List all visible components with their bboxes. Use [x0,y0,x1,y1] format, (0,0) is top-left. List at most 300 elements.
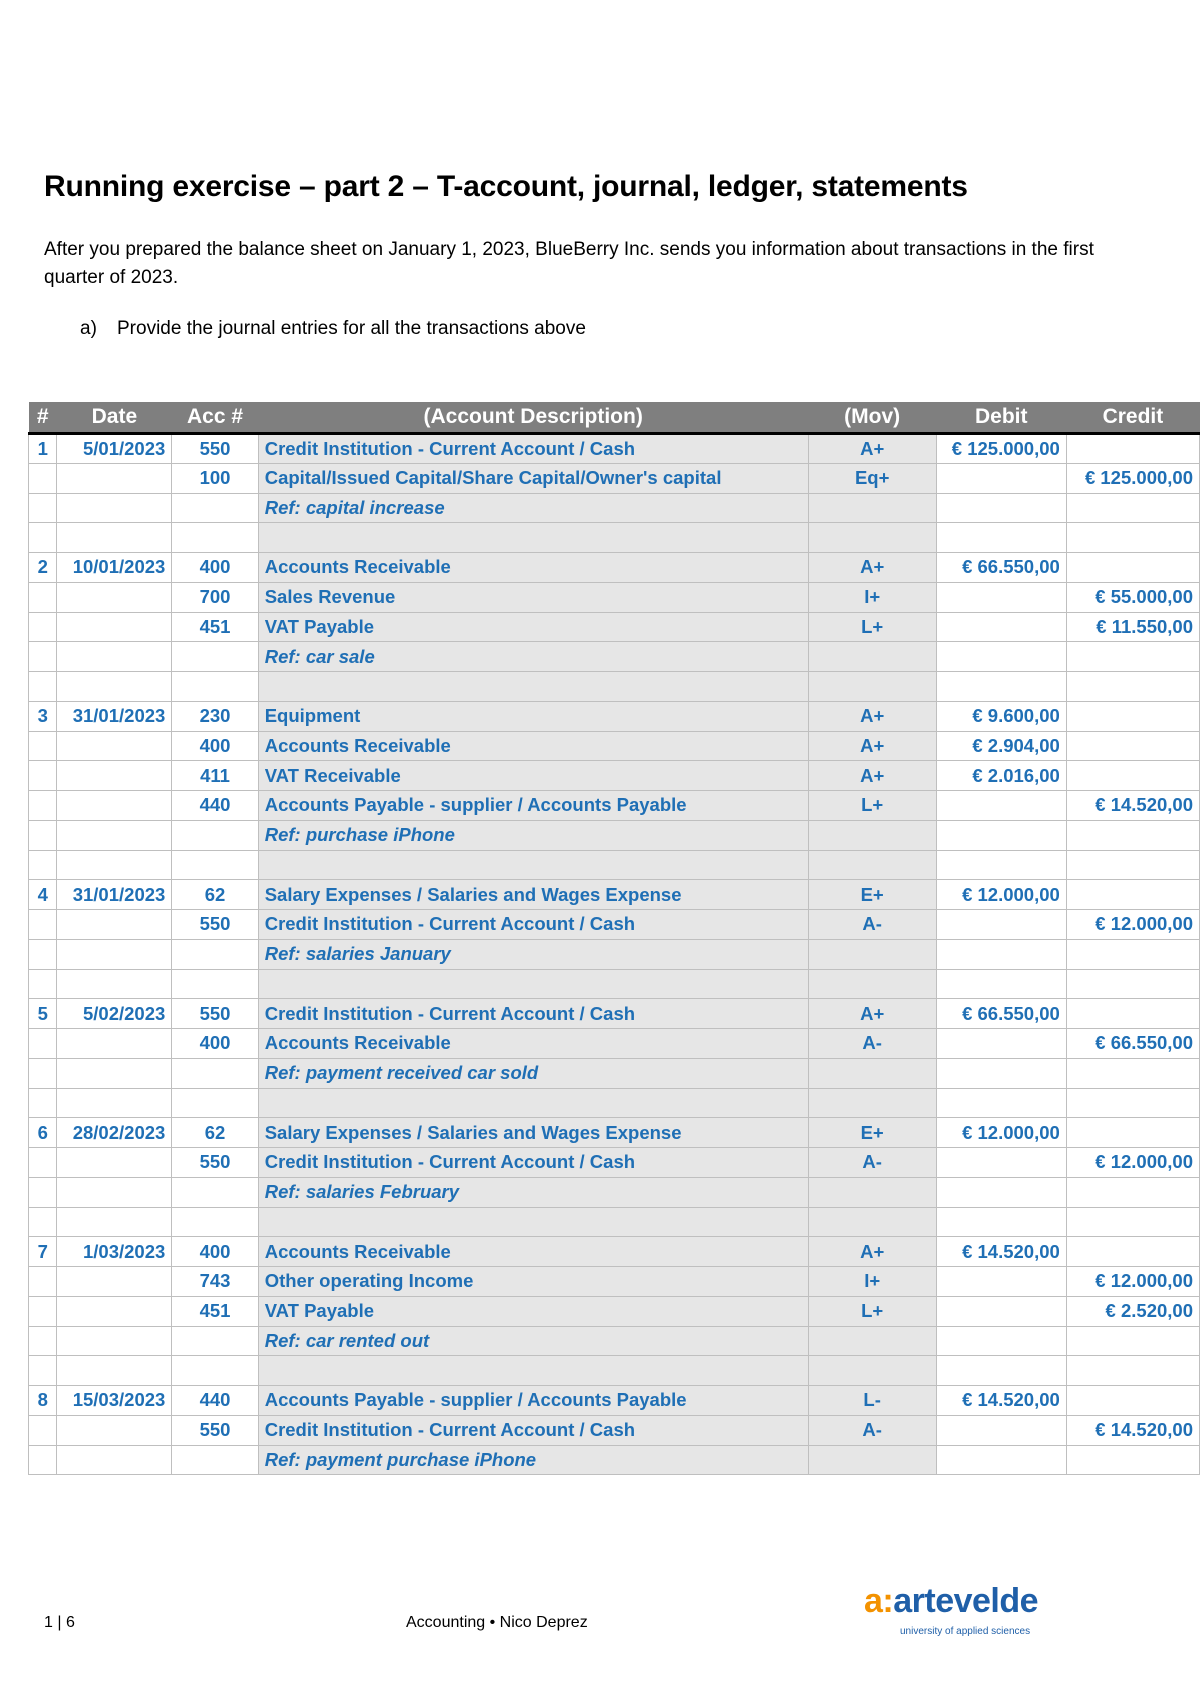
cell-debit [936,523,1066,553]
cell-acc [172,1445,258,1475]
cell-num: 7 [29,1237,57,1267]
cell-mov [808,1326,936,1356]
cell-credit [1066,731,1199,761]
cell-debit [936,1296,1066,1326]
cell-credit [1066,999,1199,1029]
header-date: Date [57,402,172,434]
cell-num [29,463,57,493]
cell-num [29,612,57,642]
cell-num [29,1267,57,1297]
cell-mov: A- [808,1029,936,1059]
cell-credit [1066,701,1199,731]
cell-num [29,731,57,761]
table-row [29,672,1200,702]
cell-desc: Credit Institution - Current Account / Cash [258,434,808,464]
cell-debit [936,1029,1066,1059]
cell-debit [936,1326,1066,1356]
cell-mov: A- [808,1148,936,1178]
journal-body [29,434,1200,1475]
cell-acc: 743 [172,1267,258,1297]
header-desc: (Account Description) [258,402,808,434]
cell-num [29,1415,57,1445]
table-row [29,1118,1200,1148]
cell-mov: A- [808,1415,936,1445]
table-row [29,880,1200,910]
cell-desc: Ref: payment purchase iPhone [258,1445,808,1475]
artevelde-logo [860,1570,1039,1660]
cell-debit: € 14.520,00 [936,1386,1066,1416]
cell-acc: 550 [172,910,258,940]
cell-debit: € 2.016,00 [936,761,1066,791]
cell-num [29,1326,57,1356]
cell-desc: Accounts Payable - supplier / Accounts Payable [258,1386,808,1416]
cell-desc: Salary Expenses / Salaries and Wages Expense [258,1118,808,1148]
cell-date [57,1088,172,1118]
cell-date [57,672,172,702]
table-row [29,1058,1200,1088]
cell-credit [1066,761,1199,791]
cell-num: 2 [29,553,57,583]
cell-debit: € 2.904,00 [936,731,1066,761]
cell-desc: Ref: car sale [258,642,808,672]
cell-acc: 550 [172,1415,258,1445]
cell-acc: 550 [172,434,258,464]
cell-date [57,731,172,761]
cell-date: 31/01/2023 [57,880,172,910]
cell-acc [172,1326,258,1356]
table-row [29,701,1200,731]
journal-table [28,402,1200,1475]
cell-date [57,493,172,523]
table-row [29,969,1200,999]
cell-credit [1066,523,1199,553]
cell-acc: 400 [172,731,258,761]
cell-credit [1066,969,1199,999]
cell-mov: I+ [808,1267,936,1297]
cell-num: 8 [29,1386,57,1416]
table-row [29,1356,1200,1386]
cell-desc: Ref: payment received car sold [258,1058,808,1088]
cell-mov: E+ [808,880,936,910]
cell-num [29,1445,57,1475]
cell-desc: Salary Expenses / Salaries and Wages Expense [258,880,808,910]
table-row [29,493,1200,523]
cell-desc [258,672,808,702]
cell-num: 5 [29,999,57,1029]
cell-num [29,493,57,523]
cell-acc: 400 [172,553,258,583]
table-row [29,1029,1200,1059]
table-row [29,939,1200,969]
cell-acc: 550 [172,1148,258,1178]
table-row [29,642,1200,672]
table-row [29,1088,1200,1118]
task-item [80,318,586,340]
cell-acc: 411 [172,761,258,791]
logo-mark: a: [864,1582,894,1620]
cell-desc: Ref: salaries January [258,939,808,969]
cell-desc [258,523,808,553]
cell-debit [936,1058,1066,1088]
cell-mov: E+ [808,1118,936,1148]
cell-mov: L- [808,1386,936,1416]
cell-mov [808,1177,936,1207]
table-row [29,999,1200,1029]
cell-mov: A+ [808,553,936,583]
cell-desc [258,969,808,999]
cell-credit: € 12.000,00 [1066,910,1199,940]
cell-desc: Credit Institution - Current Account / Cash [258,1415,808,1445]
cell-date [57,1445,172,1475]
cell-mov: A- [808,910,936,940]
logo-wordmark [864,1582,1038,1621]
cell-credit [1066,1207,1199,1237]
cell-date [57,761,172,791]
cell-mov [808,850,936,880]
cell-desc: Accounts Receivable [258,553,808,583]
cell-debit [936,969,1066,999]
cell-mov [808,939,936,969]
table-row [29,910,1200,940]
cell-mov: I+ [808,582,936,612]
table-row [29,820,1200,850]
cell-desc: Sales Revenue [258,582,808,612]
cell-credit [1066,939,1199,969]
cell-acc [172,493,258,523]
cell-debit [936,612,1066,642]
table-row [29,761,1200,791]
cell-desc [258,1356,808,1386]
table-row [29,582,1200,612]
cell-desc: Capital/Issued Capital/Share Capital/Owner's capital [258,463,808,493]
cell-num [29,1088,57,1118]
cell-mov: L+ [808,791,936,821]
cell-acc [172,672,258,702]
cell-credit: € 55.000,00 [1066,582,1199,612]
cell-desc: VAT Payable [258,1296,808,1326]
cell-date [57,1058,172,1088]
cell-credit [1066,1326,1199,1356]
cell-date [57,1267,172,1297]
cell-debit [936,910,1066,940]
cell-num [29,761,57,791]
cell-desc: Credit Institution - Current Account / Cash [258,999,808,1029]
cell-date [57,582,172,612]
cell-num: 6 [29,1118,57,1148]
cell-mov: A+ [808,434,936,464]
cell-debit [936,791,1066,821]
cell-mov [808,969,936,999]
cell-num: 1 [29,434,57,464]
cell-debit [936,850,1066,880]
table-row [29,463,1200,493]
cell-num [29,969,57,999]
table-row [29,523,1200,553]
cell-mov: A+ [808,761,936,791]
table-row [29,553,1200,583]
table-row [29,434,1200,464]
cell-date [57,1207,172,1237]
header-credit: Credit [1066,402,1199,434]
cell-num [29,791,57,821]
table-row [29,1415,1200,1445]
cell-acc [172,1058,258,1088]
cell-date: 15/03/2023 [57,1386,172,1416]
cell-desc: Credit Institution - Current Account / Cash [258,910,808,940]
cell-debit: € 66.550,00 [936,553,1066,583]
cell-credit [1066,1445,1199,1475]
cell-credit: € 14.520,00 [1066,791,1199,821]
cell-num [29,672,57,702]
cell-num [29,1029,57,1059]
cell-acc [172,1088,258,1118]
cell-debit [936,1148,1066,1178]
task-label: a) [80,318,97,339]
cell-desc: Accounts Receivable [258,731,808,761]
cell-date [57,969,172,999]
cell-date [57,1296,172,1326]
header-num: # [29,402,57,434]
cell-debit [936,1356,1066,1386]
cell-mov [808,672,936,702]
cell-credit: € 12.000,00 [1066,1267,1199,1297]
cell-mov [808,493,936,523]
cell-credit [1066,1237,1199,1267]
cell-acc: 440 [172,791,258,821]
cell-credit: € 11.550,00 [1066,612,1199,642]
cell-credit: € 12.000,00 [1066,1148,1199,1178]
cell-date [57,612,172,642]
cell-acc: 550 [172,999,258,1029]
table-row [29,1386,1200,1416]
cell-debit: € 14.520,00 [936,1237,1066,1267]
cell-credit [1066,1088,1199,1118]
cell-desc: VAT Payable [258,612,808,642]
table-row [29,1207,1200,1237]
cell-date: 28/02/2023 [57,1118,172,1148]
cell-mov [808,1356,936,1386]
cell-num [29,1148,57,1178]
cell-acc [172,939,258,969]
cell-mov [808,1088,936,1118]
cell-acc [172,1207,258,1237]
cell-desc: Equipment [258,701,808,731]
cell-acc [172,523,258,553]
page-title: Running exercise – part 2 – T-account, journal, ledger, statements [44,170,968,203]
task-text: Provide the journal entries for all the transactions above [117,318,586,339]
table-row [29,1296,1200,1326]
cell-mov: Eq+ [808,463,936,493]
cell-acc: 400 [172,1237,258,1267]
cell-debit: € 12.000,00 [936,1118,1066,1148]
cell-credit [1066,1386,1199,1416]
cell-acc: 230 [172,701,258,731]
cell-credit: € 2.520,00 [1066,1296,1199,1326]
cell-debit [936,1415,1066,1445]
cell-num [29,910,57,940]
cell-debit [936,939,1066,969]
header-debit: Debit [936,402,1066,434]
cell-debit [936,1207,1066,1237]
cell-debit [936,1445,1066,1475]
cell-credit: € 125.000,00 [1066,463,1199,493]
cell-acc [172,642,258,672]
cell-date: 31/01/2023 [57,701,172,731]
table-row [29,612,1200,642]
cell-mov [808,820,936,850]
cell-credit [1066,672,1199,702]
cell-date [57,463,172,493]
cell-debit: € 9.600,00 [936,701,1066,731]
cell-mov: A+ [808,701,936,731]
cell-desc: Other operating Income [258,1267,808,1297]
cell-credit [1066,820,1199,850]
cell-credit [1066,553,1199,583]
cell-num [29,523,57,553]
cell-mov: A+ [808,999,936,1029]
cell-date: 1/03/2023 [57,1237,172,1267]
table-header-row [29,402,1200,434]
cell-date: 5/01/2023 [57,434,172,464]
cell-credit [1066,880,1199,910]
cell-credit [1066,642,1199,672]
cell-credit [1066,493,1199,523]
cell-credit: € 66.550,00 [1066,1029,1199,1059]
cell-mov: A+ [808,1237,936,1267]
cell-date [57,523,172,553]
cell-debit [936,1177,1066,1207]
cell-date [57,642,172,672]
cell-acc [172,820,258,850]
table-row [29,731,1200,761]
cell-num [29,939,57,969]
cell-acc: 440 [172,1386,258,1416]
cell-acc: 100 [172,463,258,493]
cell-num [29,582,57,612]
cell-num [29,1177,57,1207]
cell-acc: 451 [172,1296,258,1326]
cell-desc: Accounts Payable - supplier / Accounts Payable [258,791,808,821]
cell-debit: € 12.000,00 [936,880,1066,910]
cell-mov: A+ [808,731,936,761]
cell-credit [1066,1356,1199,1386]
cell-num [29,1058,57,1088]
cell-date [57,850,172,880]
logo-subtitle: university of applied sciences [900,1626,1031,1637]
cell-credit [1066,1177,1199,1207]
cell-debit [936,493,1066,523]
cell-desc [258,850,808,880]
cell-date [57,820,172,850]
cell-debit [936,463,1066,493]
cell-date [57,1326,172,1356]
cell-debit: € 125.000,00 [936,434,1066,464]
cell-acc: 700 [172,582,258,612]
cell-desc: Credit Institution - Current Account / Cash [258,1148,808,1178]
cell-credit [1066,1118,1199,1148]
logo-name: artevelde [893,1582,1039,1620]
cell-num [29,1296,57,1326]
cell-desc [258,1088,808,1118]
cell-debit [936,1088,1066,1118]
cell-date [57,939,172,969]
cell-desc: Ref: capital increase [258,493,808,523]
table-row [29,791,1200,821]
table-row [29,1177,1200,1207]
cell-date [57,791,172,821]
cell-date [57,1029,172,1059]
cell-credit [1066,850,1199,880]
footer-course: Accounting • Nico Deprez [406,1614,588,1631]
cell-debit [936,820,1066,850]
cell-credit [1066,434,1199,464]
cell-date [57,1356,172,1386]
table-row [29,850,1200,880]
header-mov: (Mov) [808,402,936,434]
cell-date [57,910,172,940]
cell-acc [172,1177,258,1207]
cell-desc: Accounts Receivable [258,1029,808,1059]
cell-acc [172,969,258,999]
cell-mov [808,1445,936,1475]
cell-acc: 62 [172,880,258,910]
cell-debit: € 66.550,00 [936,999,1066,1029]
cell-num [29,1356,57,1386]
table-row [29,1326,1200,1356]
cell-date [57,1177,172,1207]
cell-mov [808,642,936,672]
cell-num [29,820,57,850]
intro-paragraph: After you prepared the balance sheet on January 1, 2023, BlueBerry Inc. sends you information about transactions in the first quarter of 2023. [44,239,1094,288]
cell-num [29,1207,57,1237]
cell-acc: 400 [172,1029,258,1059]
cell-mov [808,523,936,553]
cell-num: 4 [29,880,57,910]
cell-num: 3 [29,701,57,731]
cell-acc [172,1356,258,1386]
cell-num [29,642,57,672]
cell-desc [258,1207,808,1237]
page-number: 1 | 6 [44,1614,75,1631]
table-row [29,1445,1200,1475]
cell-mov: L+ [808,1296,936,1326]
cell-date [57,1148,172,1178]
cell-desc: Ref: purchase iPhone [258,820,808,850]
cell-date: 10/01/2023 [57,553,172,583]
cell-mov [808,1207,936,1237]
cell-credit: € 14.520,00 [1066,1415,1199,1445]
table-row [29,1237,1200,1267]
cell-desc: VAT Receivable [258,761,808,791]
cell-acc: 62 [172,1118,258,1148]
cell-debit [936,1267,1066,1297]
table-row [29,1148,1200,1178]
header-acc: Acc # [172,402,258,434]
cell-desc: Ref: salaries February [258,1177,808,1207]
table-row [29,1267,1200,1297]
cell-debit [936,672,1066,702]
cell-desc: Accounts Receivable [258,1237,808,1267]
cell-debit [936,642,1066,672]
cell-debit [936,582,1066,612]
cell-credit [1066,1058,1199,1088]
cell-desc: Ref: car rented out [258,1326,808,1356]
cell-acc: 451 [172,612,258,642]
cell-mov: L+ [808,612,936,642]
cell-date [57,1415,172,1445]
cell-num [29,850,57,880]
cell-mov [808,1058,936,1088]
